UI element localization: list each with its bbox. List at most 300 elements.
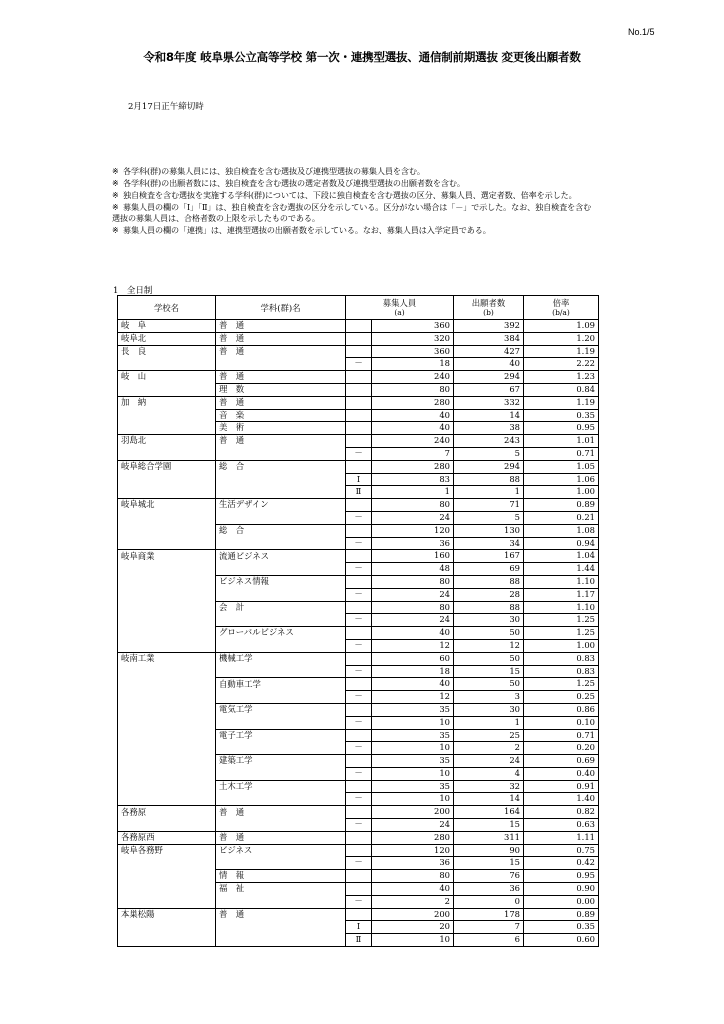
header-ratio: [524, 296, 599, 320]
cell-ratio: 0.83: [524, 665, 599, 678]
cell-category: Ⅰ: [346, 473, 372, 486]
table-row: [118, 678, 599, 691]
cell-subject: [216, 921, 346, 934]
cell-subject: 流通ビジネス: [216, 550, 346, 563]
cell-applicants: 384: [454, 332, 524, 345]
cell-applicants: 164: [454, 806, 524, 819]
cell-applicants: 392: [454, 320, 524, 333]
cell-subject: グローバルビジネス: [216, 627, 346, 640]
table-row: [118, 383, 599, 396]
cell-school: [118, 895, 216, 908]
cell-category: －: [346, 639, 372, 652]
cell-school: [118, 767, 216, 780]
cell-ratio: 0.91: [524, 780, 599, 793]
cell-subject: 普 通: [216, 435, 346, 448]
cell-ratio: 2.22: [524, 358, 599, 371]
cell-capacity: 40: [372, 678, 454, 691]
cell-ratio: 1.25: [524, 614, 599, 627]
table-row: [118, 537, 599, 550]
cell-applicants: 1: [454, 716, 524, 729]
cell-category: Ⅱ: [346, 934, 372, 947]
cell-school: [118, 524, 216, 537]
cell-school: [118, 614, 216, 627]
header-applicants-label: 出願者数: [471, 297, 506, 308]
cell-ratio: 0.40: [524, 767, 599, 780]
cell-ratio: 0.35: [524, 409, 599, 422]
cell-ratio: 1.10: [524, 575, 599, 588]
cell-capacity: 40: [372, 409, 454, 422]
cell-capacity: 10: [372, 716, 454, 729]
table-row: [118, 473, 599, 486]
cell-category: [346, 729, 372, 742]
cell-school: [118, 691, 216, 704]
cell-category: －: [346, 511, 372, 524]
note-item: [112, 225, 592, 236]
header-subject: 学科(群)名: [216, 296, 346, 320]
cell-capacity: 80: [372, 383, 454, 396]
cell-subject: [216, 819, 346, 832]
cell-category: [346, 409, 372, 422]
cell-ratio: 1.40: [524, 793, 599, 806]
table-row: [118, 550, 599, 563]
table-row: [118, 665, 599, 678]
cell-applicants: 15: [454, 665, 524, 678]
cell-category: [346, 575, 372, 588]
cell-ratio: 0.89: [524, 499, 599, 512]
cell-category: [346, 499, 372, 512]
table-row: [118, 358, 599, 371]
cell-ratio: 0.25: [524, 691, 599, 704]
cell-subject: 総 合: [216, 460, 346, 473]
cell-school: [118, 793, 216, 806]
cell-capacity: 60: [372, 652, 454, 665]
table-row: [118, 780, 599, 793]
cell-ratio: 1.44: [524, 563, 599, 576]
table-row: [118, 320, 599, 333]
table-row: [118, 588, 599, 601]
cell-applicants: 311: [454, 831, 524, 844]
cell-applicants: 2: [454, 742, 524, 755]
cell-applicants: 34: [454, 537, 524, 550]
cell-ratio: 1.25: [524, 627, 599, 640]
cell-category: [346, 755, 372, 768]
cell-category: [346, 703, 372, 716]
note-mark: ※: [112, 190, 119, 200]
cell-subject: 情 報: [216, 870, 346, 883]
note-text: 募集人員の欄の「Ⅰ」「Ⅱ」は、独自検査を含む選抜の区分を示している。区分がない場合は「－」で示した。なお、独自検査を含む選抜の募集人員は、合格者数の上限を示したものである。: [112, 202, 592, 223]
cell-ratio: 1.19: [524, 396, 599, 409]
cell-capacity: 80: [372, 870, 454, 883]
cell-school: [118, 819, 216, 832]
cell-subject: [216, 895, 346, 908]
cell-applicants: 4: [454, 767, 524, 780]
cell-capacity: 200: [372, 806, 454, 819]
cell-subject: [216, 793, 346, 806]
cell-category: [346, 320, 372, 333]
table-row: [118, 908, 599, 921]
cell-ratio: 0.89: [524, 908, 599, 921]
cell-school: [118, 857, 216, 870]
cell-category: [346, 806, 372, 819]
cell-applicants: 12: [454, 639, 524, 652]
note-item: [112, 190, 592, 201]
table-row: [118, 819, 599, 832]
cell-subject: [216, 716, 346, 729]
cell-ratio: 1.04: [524, 550, 599, 563]
table-row: [118, 883, 599, 896]
cell-school: 岐阜各務野: [118, 844, 216, 857]
cell-school: 羽島北: [118, 435, 216, 448]
header-capacity-label: 募集人員: [382, 297, 417, 308]
header-school: 学校名: [118, 296, 216, 320]
cell-category: －: [346, 742, 372, 755]
cell-applicants: 50: [454, 678, 524, 691]
cell-capacity: 12: [372, 639, 454, 652]
cell-applicants: 294: [454, 371, 524, 384]
cell-applicants: 15: [454, 857, 524, 870]
cell-capacity: 36: [372, 537, 454, 550]
cell-school: [118, 665, 216, 678]
cell-subject: [216, 639, 346, 652]
cell-category: －: [346, 665, 372, 678]
cell-applicants: 88: [454, 601, 524, 614]
cell-ratio: 1.01: [524, 435, 599, 448]
cell-school: [118, 601, 216, 614]
cell-category: [346, 780, 372, 793]
cell-subject: 電子工学: [216, 729, 346, 742]
cell-capacity: 18: [372, 358, 454, 371]
cell-subject: [216, 537, 346, 550]
cell-subject: 普 通: [216, 320, 346, 333]
table-row: [118, 447, 599, 460]
cell-subject: [216, 614, 346, 627]
cell-subject: [216, 742, 346, 755]
table-row: [118, 499, 599, 512]
cell-category: [346, 435, 372, 448]
table-row: [118, 511, 599, 524]
cell-ratio: 0.82: [524, 806, 599, 819]
cell-school: [118, 755, 216, 768]
note-item: [112, 202, 592, 223]
cell-ratio: 1.11: [524, 831, 599, 844]
table-row: [118, 934, 599, 947]
cell-subject: [216, 691, 346, 704]
cell-ratio: 0.20: [524, 742, 599, 755]
cell-capacity: 24: [372, 614, 454, 627]
cell-capacity: 120: [372, 524, 454, 537]
cell-applicants: 28: [454, 588, 524, 601]
note-text: 独自検査を含む選抜を実施する学科(群)については、下段に独自検査を含む選抜の区分、募集人員、選定者数、倍率を示した。: [123, 190, 577, 200]
cell-applicants: 71: [454, 499, 524, 512]
table-row: [118, 831, 599, 844]
cell-subject: 音 楽: [216, 409, 346, 422]
cell-applicants: 14: [454, 409, 524, 422]
table-row: [118, 895, 599, 908]
cell-ratio: 0.95: [524, 422, 599, 435]
cell-capacity: 280: [372, 460, 454, 473]
cell-school: [118, 883, 216, 896]
cell-subject: 普 通: [216, 806, 346, 819]
cell-ratio: 0.71: [524, 447, 599, 460]
cell-capacity: 40: [372, 422, 454, 435]
cell-school: [118, 934, 216, 947]
cell-applicants: 5: [454, 511, 524, 524]
table-row: [118, 639, 599, 652]
applicants-table: [117, 295, 599, 947]
cell-ratio: 0.83: [524, 652, 599, 665]
cell-capacity: 80: [372, 575, 454, 588]
cell-ratio: 0.21: [524, 511, 599, 524]
cell-school: [118, 870, 216, 883]
cell-capacity: 280: [372, 396, 454, 409]
cell-category: －: [346, 537, 372, 550]
cell-subject: [216, 767, 346, 780]
table-row: [118, 435, 599, 448]
cell-capacity: 80: [372, 499, 454, 512]
cell-capacity: 20: [372, 921, 454, 934]
cell-ratio: 0.86: [524, 703, 599, 716]
cell-category: [346, 460, 372, 473]
cell-category: －: [346, 819, 372, 832]
cell-capacity: 360: [372, 345, 454, 358]
cell-applicants: 67: [454, 383, 524, 396]
cell-subject: 会 計: [216, 601, 346, 614]
cell-capacity: 1: [372, 486, 454, 499]
cell-school: 岐阜商業: [118, 550, 216, 563]
cell-ratio: 0.00: [524, 895, 599, 908]
cell-ratio: 1.05: [524, 460, 599, 473]
note-text: 各学科(群)の募集人員には、独自検査を含む選抜及び連携型選抜の募集人員を含む。: [123, 166, 425, 176]
note-mark: ※: [112, 178, 119, 188]
cell-applicants: 0: [454, 895, 524, 908]
cell-subject: [216, 358, 346, 371]
table-row: [118, 422, 599, 435]
cell-ratio: 0.90: [524, 883, 599, 896]
cell-applicants: 50: [454, 627, 524, 640]
cell-ratio: 1.25: [524, 678, 599, 691]
cell-ratio: 1.09: [524, 320, 599, 333]
cell-applicants: 15: [454, 819, 524, 832]
cell-school: [118, 678, 216, 691]
cell-ratio: 0.60: [524, 934, 599, 947]
cell-school: [118, 742, 216, 755]
table-row: [118, 729, 599, 742]
cell-applicants: 294: [454, 460, 524, 473]
cell-subject: [216, 857, 346, 870]
cell-applicants: 3: [454, 691, 524, 704]
cell-capacity: 200: [372, 908, 454, 921]
cell-applicants: 50: [454, 652, 524, 665]
cell-category: －: [346, 857, 372, 870]
cell-school: 各務原: [118, 806, 216, 819]
note-mark: ※: [112, 166, 119, 176]
cell-subject: 美 術: [216, 422, 346, 435]
cell-capacity: 2: [372, 895, 454, 908]
cell-capacity: 24: [372, 819, 454, 832]
cell-school: [118, 703, 216, 716]
notes-list: [112, 166, 592, 237]
cell-applicants: 30: [454, 703, 524, 716]
cell-category: [346, 652, 372, 665]
table-row: [118, 524, 599, 537]
cell-category: [346, 870, 372, 883]
cell-applicants: 130: [454, 524, 524, 537]
cell-capacity: 10: [372, 934, 454, 947]
cell-school: [118, 729, 216, 742]
cell-capacity: 35: [372, 703, 454, 716]
table-row: [118, 844, 599, 857]
cell-applicants: 332: [454, 396, 524, 409]
header-applicants: [454, 296, 524, 320]
cell-capacity: 48: [372, 563, 454, 576]
cell-capacity: 24: [372, 588, 454, 601]
cell-capacity: 10: [372, 742, 454, 755]
table-row: [118, 396, 599, 409]
cell-applicants: 1: [454, 486, 524, 499]
cell-category: [346, 908, 372, 921]
cell-school: 岐阜城北: [118, 499, 216, 512]
cell-school: [118, 780, 216, 793]
cell-school: [118, 447, 216, 460]
cell-category: －: [346, 447, 372, 460]
table-row: [118, 767, 599, 780]
note-item: [112, 166, 592, 177]
cell-capacity: 18: [372, 665, 454, 678]
cell-subject: 土木工学: [216, 780, 346, 793]
cell-capacity: 83: [372, 473, 454, 486]
table-body: [118, 320, 599, 947]
cell-applicants: 7: [454, 921, 524, 934]
cell-school: 本巣松陽: [118, 908, 216, 921]
cell-ratio: 0.95: [524, 870, 599, 883]
cell-school: 加 納: [118, 396, 216, 409]
cell-subject: 建築工学: [216, 755, 346, 768]
cell-category: －: [346, 767, 372, 780]
table-row: [118, 793, 599, 806]
cell-ratio: 0.10: [524, 716, 599, 729]
cell-subject: 総 合: [216, 524, 346, 537]
cell-applicants: 14: [454, 793, 524, 806]
cell-applicants: 36: [454, 883, 524, 896]
cell-school: [118, 358, 216, 371]
note-mark: ※: [112, 202, 119, 212]
cell-ratio: 1.23: [524, 371, 599, 384]
cell-applicants: 243: [454, 435, 524, 448]
cell-category: －: [346, 793, 372, 806]
cell-capacity: 36: [372, 857, 454, 870]
cell-applicants: 88: [454, 575, 524, 588]
cell-capacity: 120: [372, 844, 454, 857]
cell-category: －: [346, 358, 372, 371]
cell-subject: [216, 563, 346, 576]
cell-subject: 福 祉: [216, 883, 346, 896]
deadline-note: 2月17日正午締切時: [128, 102, 204, 112]
cell-category: [346, 831, 372, 844]
table-row: [118, 575, 599, 588]
cell-ratio: 0.75: [524, 844, 599, 857]
table-row: [118, 409, 599, 422]
note-text: 募集人員の欄の「連携」は、連携型選抜の出願者数を示している。なお、募集人員は入学定員である。: [123, 224, 491, 235]
cell-ratio: 1.19: [524, 345, 599, 358]
section-label: 1 全日制: [113, 286, 153, 296]
cell-school: [118, 537, 216, 550]
header-applicants-sub: (b): [483, 307, 494, 317]
cell-applicants: 90: [454, 844, 524, 857]
cell-subject: ビジネス情報: [216, 575, 346, 588]
cell-capacity: 320: [372, 332, 454, 345]
cell-ratio: 0.84: [524, 383, 599, 396]
cell-school: [118, 473, 216, 486]
cell-category: [346, 883, 372, 896]
cell-ratio: 1.17: [524, 588, 599, 601]
cell-subject: ビジネス: [216, 844, 346, 857]
cell-capacity: 10: [372, 793, 454, 806]
table-header: [118, 296, 599, 320]
cell-subject: [216, 665, 346, 678]
cell-capacity: 280: [372, 831, 454, 844]
cell-category: －: [346, 588, 372, 601]
cell-ratio: 0.69: [524, 755, 599, 768]
cell-capacity: 35: [372, 755, 454, 768]
table-row: [118, 857, 599, 870]
cell-applicants: 25: [454, 729, 524, 742]
cell-school: [118, 409, 216, 422]
table-row: [118, 703, 599, 716]
table-row: [118, 601, 599, 614]
cell-subject: 電気工学: [216, 703, 346, 716]
cell-applicants: 5: [454, 447, 524, 460]
cell-applicants: 30: [454, 614, 524, 627]
cell-category: Ⅰ: [346, 921, 372, 934]
cell-ratio: 1.06: [524, 473, 599, 486]
cell-subject: [216, 447, 346, 460]
cell-category: [346, 627, 372, 640]
cell-capacity: 24: [372, 511, 454, 524]
cell-category: [346, 678, 372, 691]
cell-school: [118, 921, 216, 934]
table-row: [118, 563, 599, 576]
cell-ratio: 0.63: [524, 819, 599, 832]
cell-ratio: 1.10: [524, 601, 599, 614]
note-item: [112, 178, 592, 189]
table-row: [118, 371, 599, 384]
table-row: [118, 627, 599, 640]
cell-subject: [216, 473, 346, 486]
cell-applicants: 76: [454, 870, 524, 883]
table-row: [118, 870, 599, 883]
table-row: [118, 345, 599, 358]
cell-subject: [216, 934, 346, 947]
cell-category: [346, 396, 372, 409]
page-number: No.1/5: [628, 27, 655, 37]
cell-school: [118, 563, 216, 576]
cell-school: 岐南工業: [118, 652, 216, 665]
cell-subject: 普 通: [216, 908, 346, 921]
cell-capacity: 160: [372, 550, 454, 563]
cell-category: －: [346, 691, 372, 704]
table-row: [118, 652, 599, 665]
cell-applicants: 40: [454, 358, 524, 371]
document-title: 令和8年度 岐阜県公立高等学校 第一次・連携型選抜、通信制前期選抜 変更後出願者数: [143, 50, 581, 64]
cell-ratio: 0.42: [524, 857, 599, 870]
cell-school: 岐 山: [118, 371, 216, 384]
cell-category: [346, 383, 372, 396]
note-text: 各学科(群)の出願者数には、独自検査を含む選抜の選定者数及び連携型選抜の出願者数を含む。: [123, 178, 465, 188]
note-mark: ※: [112, 224, 119, 235]
header-ratio-label: 倍率: [552, 297, 570, 308]
cell-applicants: 427: [454, 345, 524, 358]
cell-ratio: 1.20: [524, 332, 599, 345]
